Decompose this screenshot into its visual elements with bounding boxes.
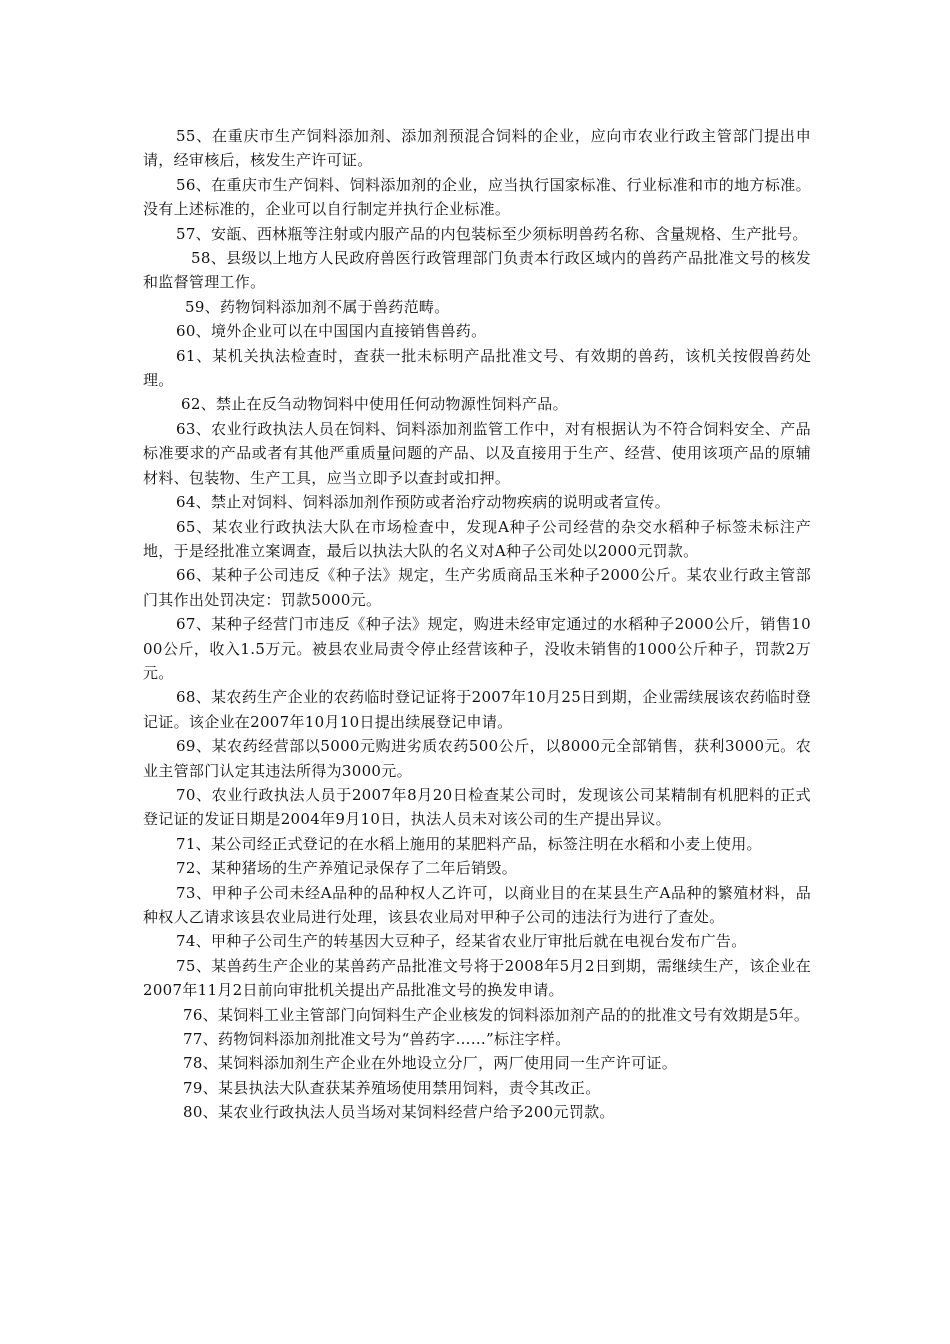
paragraph-79: 79、某县执法大队查获某养殖场使用禁用饲料，责令其改正。 <box>183 1078 601 1097</box>
document-body <box>143 124 811 1125</box>
paragraph-77: 77、药物饲料添加剂批准文号为“兽药字……”标注字样。 <box>183 1030 571 1049</box>
paragraph-71: 71、某公司经正式登记的在水稻上施用的某肥料产品，标签注明在水稻和小麦上使用。 <box>176 834 762 853</box>
paragraph-69: 69、某农药经营部以5000元购进劣质农药500公斤，以8000元全部销售，获利3000元。农业主管部门认定其违法所得为3000元。 <box>143 737 811 780</box>
paragraph-61: 61、某机关执法检查时，查获一批未标明产品批准文号、有效期的兽药，该机关按假兽药处理。 <box>143 346 811 390</box>
paragraph-60: 60、境外企业可以在中国国内直接销售兽药。 <box>176 322 487 341</box>
paragraph-74: 74、甲种子公司生产的转基因大豆种子，经某省农业厅审批后就在电视台发布广告。 <box>176 932 747 951</box>
paragraph-63: 63、农业行政执法人员在饲料、饲料添加剂监管工作中，对有根据认为不符合饲料安全、产品标准要求的产品或者有其他严重质量问题的产品、以及直接用于生产、经营、使用该项产品的原辅材料、包装物、生产工具，应当立即予以查封或扣押。 <box>143 419 811 487</box>
paragraph-58: 58、县级以上地方人民政府兽医行政管理部门负责本行政区域内的兽药产品批准文号的核发和监督管理工作。 <box>143 249 811 292</box>
paragraph-59: 59、药物饲料添加剂不属于兽药范畴。 <box>185 297 450 316</box>
paragraph-55: 55、在重庆市生产饲料添加剂、添加剂预混合饲料的企业，应向市农业行政主管部门提出申请，经审核后，核发生产许可证。 <box>143 127 811 170</box>
paragraph-68: 68、某农药生产企业的农药临时登记证将于2007年10月25日到期，企业需续展该农药临时登记证。该企业在2007年10月10日提出续展登记申请。 <box>143 688 811 731</box>
paragraph-72: 72、某种猪场的生产养殖记录保存了二年后销毁。 <box>176 859 517 878</box>
paragraph-67: 67、某种子经营门市违反《种子法》规定，购进未经审定通过的水稻种子2000公斤，销售1000公斤，收入1.5万元。被县农业局责令停止经营该种子，没收未销售的1000公斤种子，罚款2万元。 <box>143 615 811 682</box>
paragraph-64: 64、禁止对饲料、饲料添加剂作预防或者治疗动物疾病的说明或者宣传。 <box>176 493 670 512</box>
paragraph-57: 57、安瓿、西林瓶等注射或内服产品的内包装标至少须标明兽药名称、含量规格、生产批号。 <box>176 224 808 243</box>
paragraph-75: 75、某兽药生产企业的某兽药产品批准文号将于2008年5月2日到期，需继续生产，该企业在2007年11月2日前向审批机关提出产品批准文号的换发申请。 <box>143 956 811 1000</box>
paragraph-62: 62、禁止在反刍动物饲料中使用任何动物源性饲料产品。 <box>181 395 568 414</box>
paragraph-80: 80、某农业行政执法人员当场对某饲料经营户给予200元罚款。 <box>183 1103 615 1122</box>
paragraph-70: 70、农业行政执法人员于2007年8月20日检查某公司时，发现该公司某精制有机肥料的正式登记证的发证日期是2004年9月10日，执法人员未对该公司的生产提出异议。 <box>143 785 811 829</box>
paragraph-65: 65、某农业行政执法大队在市场检查中，发现A种子公司经营的杂交水稻种子标签未标注产地，于是经批准立案调查，最后以执法大队的名义对A种子公司处以2000元罚款。 <box>143 517 811 560</box>
paragraph-66: 66、某种子公司违反《种子法》规定，生产劣质商品玉米种子2000公斤。某农业行政主管部门其作出处罚决定：罚款5000元。 <box>143 566 811 609</box>
paragraph-76: 76、某饲料工业主管部门向饲料生产企业核发的饲料添加剂产品的的批准文号有效期是5年。 <box>183 1005 810 1024</box>
paragraph-78: 78、某饲料添加剂生产企业在外地设立分厂，两厂使用同一生产许可证。 <box>183 1054 677 1073</box>
paragraph-56: 56、在重庆市生产饲料、饲料添加剂的企业，应当执行国家标准、行业标准和市的地方标准。没有上述标准的，企业可以自行制定并执行企业标准。 <box>143 175 811 219</box>
paragraph-73: 73、甲种子公司未经A品种的品种权人乙许可，以商业目的在某县生产A品种的繁殖材料，品种权人乙请求该县农业局进行处理，该县农业局对甲种子公司的违法行为进行了查处。 <box>143 883 811 926</box>
